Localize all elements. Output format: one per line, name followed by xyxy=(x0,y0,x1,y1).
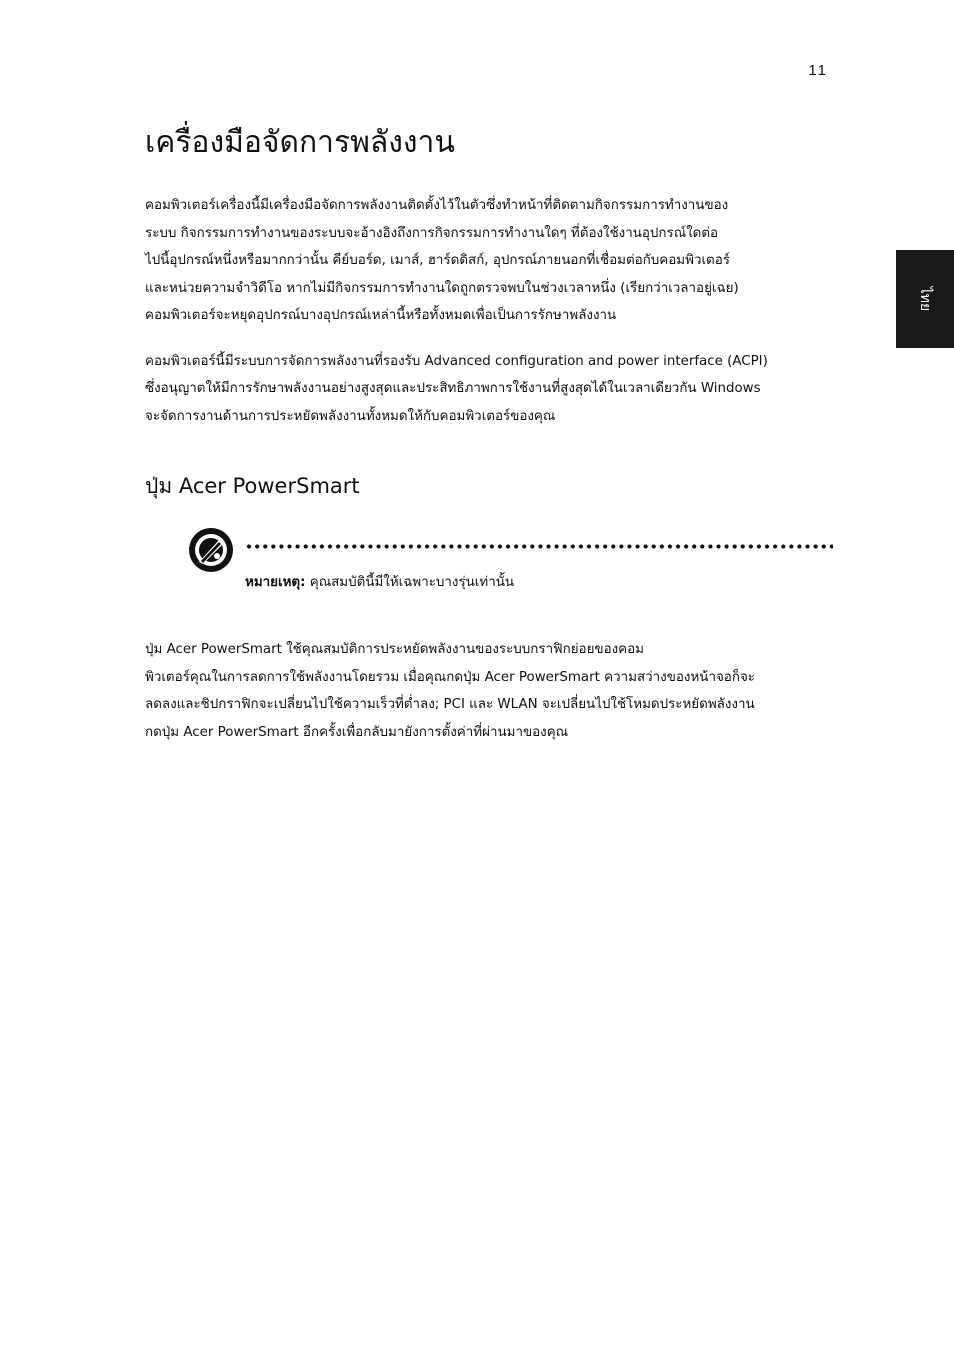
text-line: และหน่วยความจำวิดีโอ หากไม่มีกิจกรรมการทำงานใดถูกตรวจพบในช่วงเวลาหนึ่ง (เรียกว่าเวลาอยู่เฉย) xyxy=(145,280,739,296)
note-body: คุณสมบัตินี้มีให้เฉพาะบางรุ่นเท่านั้น xyxy=(305,575,515,590)
text-line: กดปุ่ม Acer PowerSmart อีกครั้งเพื่อกลับมายังการตั้งค่าที่ผ่านมาของคุณ xyxy=(145,724,569,740)
intro-paragraph xyxy=(145,192,835,330)
language-tab xyxy=(896,250,954,348)
language-tab-label: ไทย xyxy=(916,286,933,312)
text-line: ระบบ กิจกรรมการทำงานของระบบจะอ้างอิงถึงการกิจกรรมการทำงานใดๆ ที่ต้องใช้งานอุปกรณ์ใดต่อ xyxy=(145,225,719,241)
note-box xyxy=(145,526,835,606)
text-line: จะจัดการงานด้านการประหยัดพลังงานทั้งหมดให้กับคอมพิวเตอร์ของคุณ xyxy=(145,408,556,424)
text-line: ซึ่งอนุญาตให้มีการรักษาพลังงานอย่างสูงสุดและประสิทธิภาพการใช้งานที่สูงสุดได้ในเวลาเดียวกัน Windows xyxy=(145,381,761,396)
note-pen-icon xyxy=(187,526,235,574)
page-number: 11 xyxy=(808,62,828,79)
text-line: พิวเตอร์คุณในการลดการใช้พลังงานโดยรวม เมื่อคุณกดปุ่ม Acer PowerSmart ความสว่างของหน้าจอก็จะ xyxy=(145,669,755,685)
acpi-paragraph xyxy=(145,348,835,431)
note-label: หมายเหตุ: xyxy=(245,575,306,590)
text-line: ปุ่ม Acer PowerSmart ใช้คุณสมบัติการประหยัดพลังงานของระบบกราฟิกย่อยของคอม xyxy=(145,642,644,657)
text-line: ลดลงและชิปกราฟิกจะเปลี่ยนไปใช้ความเร็วที่ต่ำลง; PCI และ WLAN จะเปลี่ยนไปใช้โหมดประหยัดพลังงาน xyxy=(145,697,755,712)
dotted-divider xyxy=(245,544,833,549)
text-line: คอมพิวเตอร์จะหยุดอุปกรณ์บางอุปกรณ์เหล่านี้หรือทั้งหมดเพื่อเป็นการรักษาพลังงาน xyxy=(145,308,617,323)
section-title: ปุ่ม Acer PowerSmart xyxy=(145,474,360,498)
note-text xyxy=(245,572,514,594)
text-line: ไปนี้อุปกรณ์หนึ่งหรือมากกว่านั้น คีย์บอร์ด, เมาส์, ฮาร์ดดิสก์, อุปกรณ์ภายนอกที่เชื่อมต่อกับคอมพิวเตอร์ xyxy=(145,253,730,268)
page-title: เครื่องมือจัดการพลังงาน xyxy=(145,125,455,160)
text-line: คอมพิวเตอร์เครื่องนี้มีเครื่องมือจัดการพลังงานติดตั้งไว้ในตัวซึ่งทำหน้าที่ติดตามกิจกรรมการทำงานของ xyxy=(145,198,729,213)
powersmart-paragraph xyxy=(145,636,835,746)
page-content xyxy=(145,118,835,746)
text-line: คอมพิวเตอร์นี้มีระบบการจัดการพลังงานที่รองรับ Advanced configuration and power interface (ACPI) xyxy=(145,353,768,369)
